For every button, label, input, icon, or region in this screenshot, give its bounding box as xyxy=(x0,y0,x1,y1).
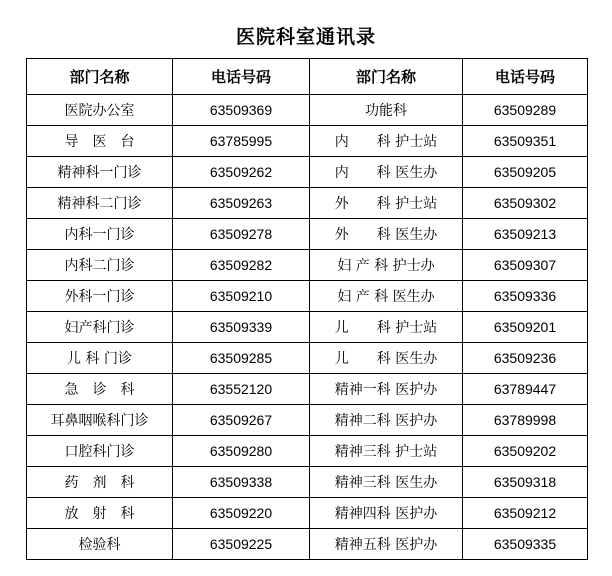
header-phone-left: 电话号码 xyxy=(173,59,310,95)
phone-cell: 63509351 xyxy=(463,126,588,157)
dept-name-cell: 急 诊 科 xyxy=(27,374,173,405)
phone-cell: 63509262 xyxy=(173,157,310,188)
table-row xyxy=(27,250,588,281)
dept-name-cell: 儿 科 门诊 xyxy=(27,343,173,374)
table-row xyxy=(27,374,588,405)
phone-cell: 63509267 xyxy=(173,405,310,436)
dept-name-cell: 精神科一门诊 xyxy=(27,157,173,188)
phone-cell: 63509225 xyxy=(173,529,310,560)
phone-cell: 63509201 xyxy=(463,312,588,343)
dept-name-cell: 放 射 科 xyxy=(27,498,173,529)
phone-cell: 63509285 xyxy=(173,343,310,374)
phone-cell: 63509335 xyxy=(463,529,588,560)
dept-name-cell: 精神三科 护士站 xyxy=(310,436,463,467)
table-row xyxy=(27,312,588,343)
dept-name-cell: 医院办公室 xyxy=(27,95,173,126)
dept-name-cell: 儿 科 医生办 xyxy=(310,343,463,374)
phone-cell: 63509302 xyxy=(463,188,588,219)
dept-name-cell: 口腔科门诊 xyxy=(27,436,173,467)
header-phone-right: 电话号码 xyxy=(463,59,588,95)
dept-name-cell: 儿 科 护士站 xyxy=(310,312,463,343)
header-dept-name-right: 部门名称 xyxy=(310,59,463,95)
table-row xyxy=(27,405,588,436)
table-row xyxy=(27,281,588,312)
phone-cell: 63785995 xyxy=(173,126,310,157)
phone-cell: 63509205 xyxy=(463,157,588,188)
directory-rows xyxy=(27,95,588,560)
dept-name-cell: 精神五科 医护办 xyxy=(310,529,463,560)
phone-cell: 63509282 xyxy=(173,250,310,281)
dept-name-cell: 妇产科门诊 xyxy=(27,312,173,343)
phone-cell: 63509318 xyxy=(463,467,588,498)
phone-cell: 63552120 xyxy=(173,374,310,405)
table-row xyxy=(27,467,588,498)
dept-name-cell: 外科一门诊 xyxy=(27,281,173,312)
dept-name-cell: 妇 产 科 医生办 xyxy=(310,281,463,312)
dept-name-cell: 功能科 xyxy=(310,95,463,126)
table-row xyxy=(27,188,588,219)
phone-cell: 63509289 xyxy=(463,95,588,126)
header-row xyxy=(27,59,588,95)
dept-name-cell: 妇 产 科 护士办 xyxy=(310,250,463,281)
phone-cell: 63509339 xyxy=(173,312,310,343)
phone-cell: 63509212 xyxy=(463,498,588,529)
phone-cell: 63509213 xyxy=(463,219,588,250)
phone-cell: 63509278 xyxy=(173,219,310,250)
table-row xyxy=(27,157,588,188)
phone-cell: 63509202 xyxy=(463,436,588,467)
phone-cell: 63509338 xyxy=(173,467,310,498)
dept-name-cell: 内 科 医生办 xyxy=(310,157,463,188)
dept-name-cell: 精神科二门诊 xyxy=(27,188,173,219)
phone-cell: 63509263 xyxy=(173,188,310,219)
dept-name-cell: 检验科 xyxy=(27,529,173,560)
table-row xyxy=(27,498,588,529)
dept-name-cell: 导 医 台 xyxy=(27,126,173,157)
directory-table xyxy=(26,58,588,560)
table-row xyxy=(27,219,588,250)
phone-cell: 63509280 xyxy=(173,436,310,467)
dept-name-cell: 精神二科 医护办 xyxy=(310,405,463,436)
dept-name-cell: 精神三科 医生办 xyxy=(310,467,463,498)
phone-cell: 63509236 xyxy=(463,343,588,374)
table-row xyxy=(27,343,588,374)
dept-name-cell: 精神一科 医护办 xyxy=(310,374,463,405)
phone-cell: 63509369 xyxy=(173,95,310,126)
page-title: 医院科室通讯录 xyxy=(235,26,376,48)
phone-cell: 63789447 xyxy=(463,374,588,405)
header-dept-name-left: 部门名称 xyxy=(27,59,173,95)
dept-name-cell: 精神四科 医护办 xyxy=(310,498,463,529)
dept-name-cell: 外 科 医生办 xyxy=(310,219,463,250)
phone-cell: 63509307 xyxy=(463,250,588,281)
phone-cell: 63509336 xyxy=(463,281,588,312)
phone-cell: 63509210 xyxy=(173,281,310,312)
phone-cell: 63509220 xyxy=(173,498,310,529)
table-row xyxy=(27,126,588,157)
table-row xyxy=(27,95,588,126)
table-row xyxy=(27,436,588,467)
dept-name-cell: 内科一门诊 xyxy=(27,219,173,250)
dept-name-cell: 药 剂 科 xyxy=(27,467,173,498)
dept-name-cell: 内 科 护士站 xyxy=(310,126,463,157)
dept-name-cell: 外 科 护士站 xyxy=(310,188,463,219)
table-row xyxy=(27,529,588,560)
dept-name-cell: 耳鼻咽喉科门诊 xyxy=(27,405,173,436)
phone-cell: 63789998 xyxy=(463,405,588,436)
dept-name-cell: 内科二门诊 xyxy=(27,250,173,281)
